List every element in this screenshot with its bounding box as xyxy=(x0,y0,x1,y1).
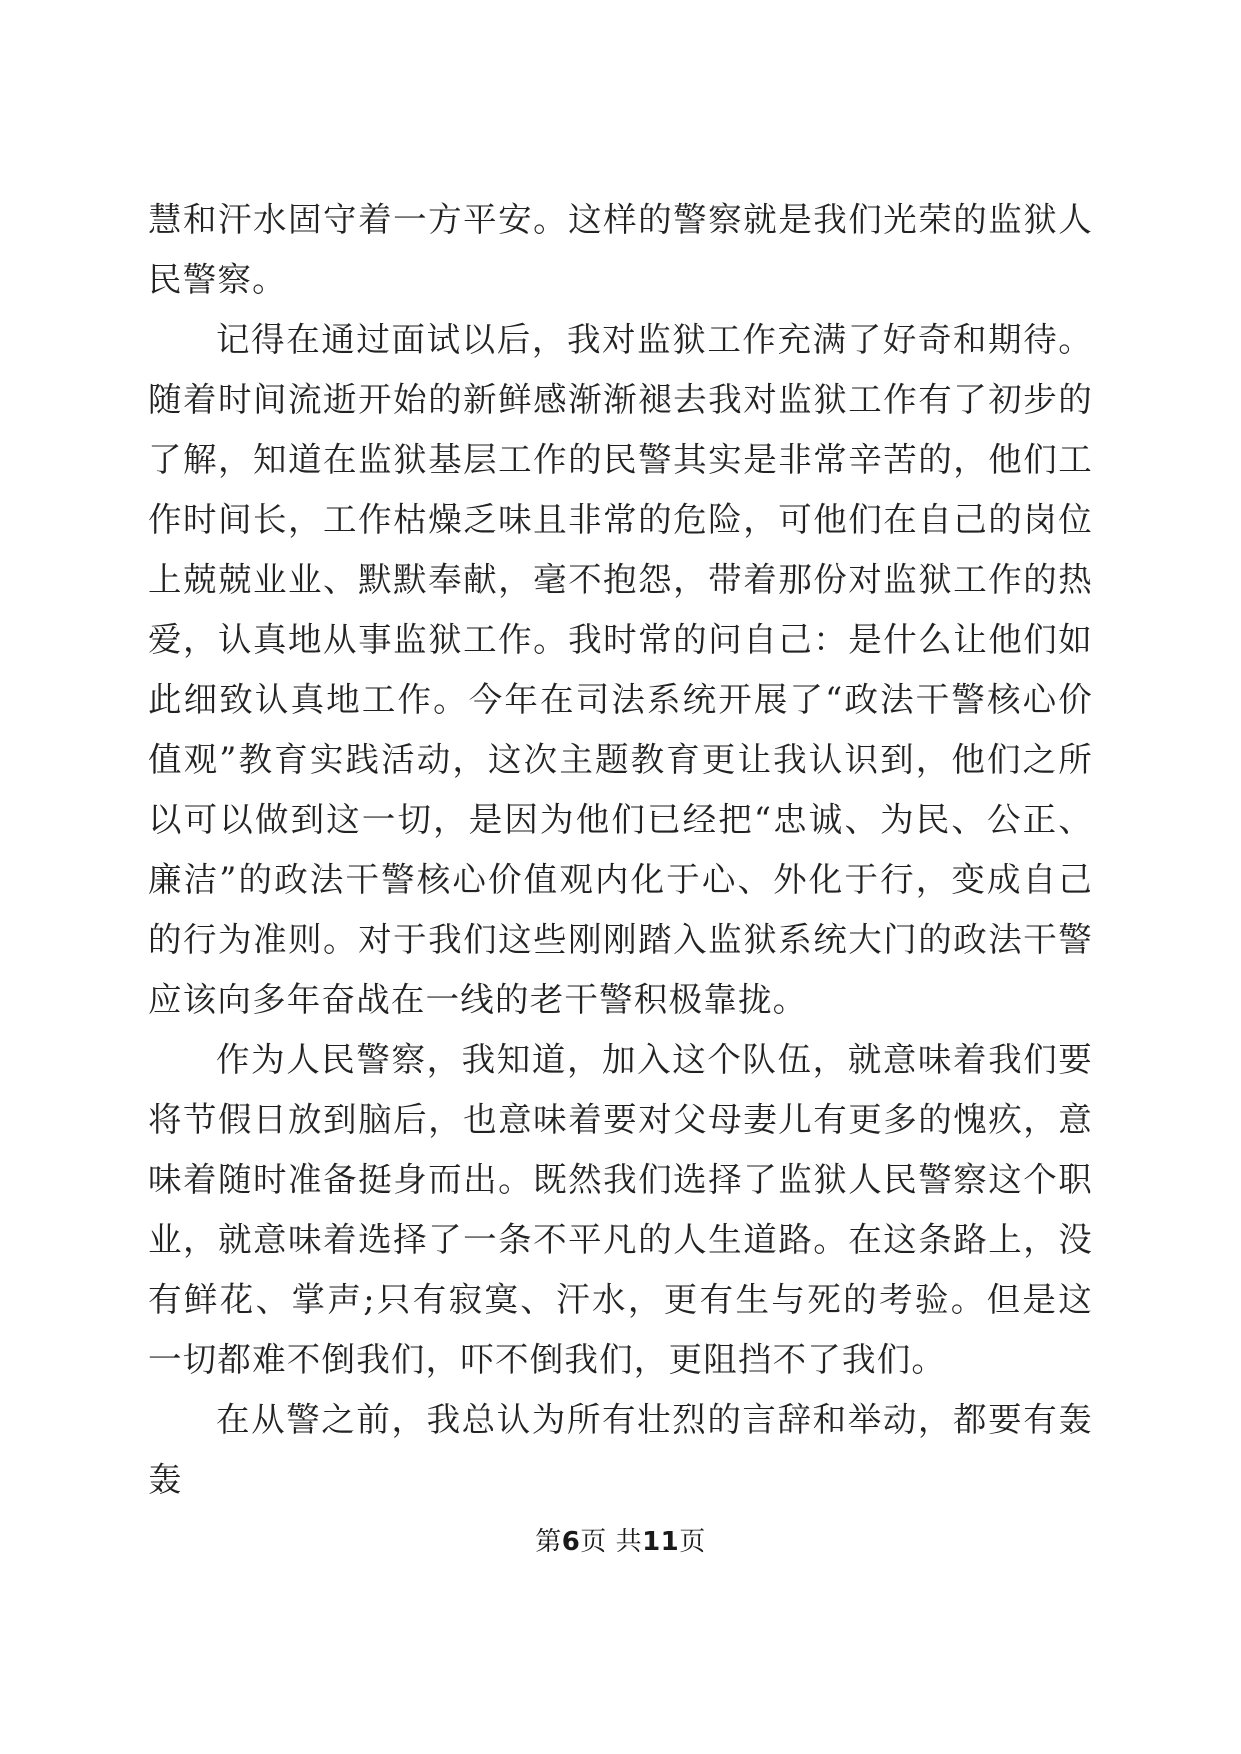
paragraph: 慧和汗水固守着一方平安。这样的警察就是我们光荣的监狱人民警察。 xyxy=(148,200,1093,299)
footer-page-number: 6 xyxy=(561,1527,581,1557)
paragraph: 作为人民警察，我知道，加入这个队伍，就意味着我们要将节假日放到脑后，也意味着要对父母妻儿有更多的愧疚，意味着随时准备挺身而出。既然我们选择了监狱人民警察这个职业，就意味着选择了一条不平凡的人生道路。在这条路上，没有鲜花、掌声;只有寂寞、汗水，更有生与死的考验。但是这一切都难不倒我们，吓不倒我们，更阻挡不了我们。 xyxy=(148,1040,1093,1379)
footer-total-prefix: 共 xyxy=(615,1527,643,1557)
document-body xyxy=(148,190,1093,1510)
paragraph: 记得在通过面试以后，我对监狱工作充满了好奇和期待。随着时间流逝开始的新鲜感渐渐褪去我对监狱工作有了初步的了解，知道在监狱基层工作的民警其实是非常辛苦的，他们工作时间长，工作枯燥乏味且非常的危险，可他们在自己的岗位上兢兢业业、默默奉献，毫不抱怨，带着那份对监狱工作的热爱，认真地从事监狱工作。我时常的问自己：是什么让他们如此细致认真地工作。今年在司法系统开展了“政法干警核心价值观”教育实践活动，这次主题教育更让我认识到，他们之所以可以做到这一切，是因为他们已经把“忠诚、为民、公正、廉洁”的政法干警核心价值观内化于心、外化于行，变成自己的行为准则。对于我们这些刚刚踏入监狱系统大门的政法干警应该向多年奋战在一线的老干警积极靠拢。 xyxy=(148,320,1093,1019)
footer-total-number: 11 xyxy=(642,1527,680,1557)
footer-page-suffix: 页 xyxy=(580,1527,607,1557)
footer-page-prefix: 第 xyxy=(535,1527,562,1557)
footer-total-suffix: 页 xyxy=(679,1527,706,1557)
page-footer xyxy=(0,1521,1241,1558)
paragraph: 在从警之前，我总认为所有壮烈的言辞和举动，都要有轰轰 xyxy=(148,1400,1093,1499)
